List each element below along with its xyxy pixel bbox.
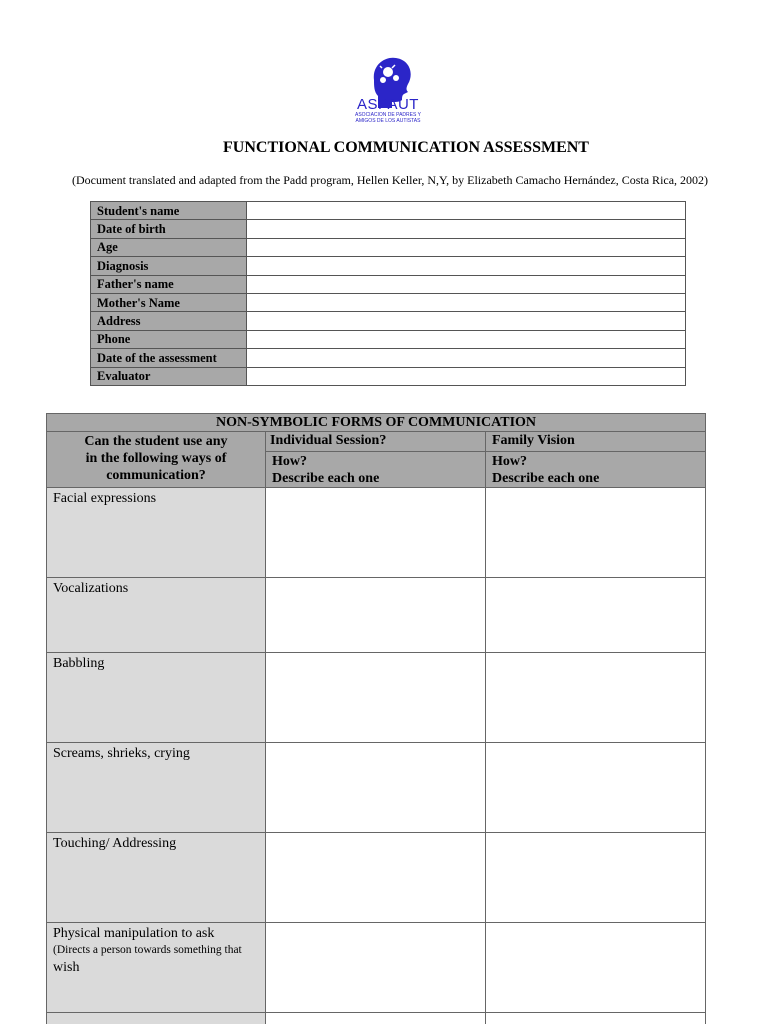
field-label: Diagnosis — [91, 257, 247, 275]
question-line: Can the student use any — [84, 434, 228, 449]
family-vision-header: Family Vision — [486, 432, 706, 452]
info-row — [91, 293, 686, 311]
row-label: Physical manipulation to ask — [53, 926, 215, 941]
field-value[interactable] — [247, 330, 686, 348]
table-header-row — [47, 432, 706, 452]
field-label: Date of birth — [91, 220, 247, 238]
info-row — [91, 257, 686, 275]
field-value[interactable] — [247, 257, 686, 275]
row-label-cell — [47, 1013, 266, 1024]
field-label: Phone — [91, 330, 247, 348]
row-label: Touching/ Addressing — [47, 833, 266, 923]
family-cell[interactable] — [486, 578, 706, 653]
question-line: communication? — [106, 468, 206, 483]
info-row — [91, 367, 686, 385]
individual-cell[interactable] — [266, 578, 486, 653]
individual-cell[interactable] — [266, 488, 486, 578]
family-cell[interactable] — [486, 488, 706, 578]
field-value[interactable] — [247, 312, 686, 330]
family-cell[interactable] — [486, 743, 706, 833]
how-label: How? — [492, 454, 527, 469]
row-label: Babbling — [47, 653, 266, 743]
row-label: Facial expressions — [47, 488, 266, 578]
table-row — [47, 833, 706, 923]
field-label: Date of the assessment — [91, 349, 247, 367]
info-row — [91, 349, 686, 367]
field-value[interactable] — [247, 293, 686, 311]
describe-label: Describe each one — [272, 471, 380, 486]
student-info-table — [90, 201, 686, 386]
individual-cell[interactable] — [266, 743, 486, 833]
field-value[interactable] — [247, 275, 686, 293]
question-header — [47, 432, 266, 488]
table-row — [47, 923, 706, 1013]
how-header — [266, 452, 486, 488]
table-row — [47, 578, 706, 653]
table-row — [47, 653, 706, 743]
field-value[interactable] — [247, 220, 686, 238]
family-cell[interactable] — [486, 833, 706, 923]
row-label: Vocalizations — [47, 578, 266, 653]
info-row — [91, 220, 686, 238]
field-label: Age — [91, 238, 247, 256]
communication-table — [46, 413, 706, 1024]
info-row — [91, 202, 686, 220]
table-title: NON-SYMBOLIC FORMS OF COMMUNICATION — [47, 414, 706, 432]
field-label: Evaluator — [91, 367, 247, 385]
how-label: How? — [272, 454, 307, 469]
field-label: Father's name — [91, 275, 247, 293]
info-row — [91, 238, 686, 256]
individual-cell[interactable] — [266, 833, 486, 923]
logo-subtitle: ASOCIACION DE PADRES Y AMIGOS DE LOS AUTISTAS — [355, 112, 421, 124]
table-row — [47, 743, 706, 833]
field-value[interactable] — [247, 202, 686, 220]
family-cell[interactable] — [486, 923, 706, 1013]
field-label: Student's name — [91, 202, 247, 220]
how-header — [486, 452, 706, 488]
field-value[interactable] — [247, 367, 686, 385]
info-row — [91, 330, 686, 348]
document-subtitle: (Document translated and adapted from the Padd program, Hellen Keller, N,Y, by Elizabeth Camacho Hernández, Costa Rica, 2002) — [71, 173, 709, 187]
field-label: Mother's Name — [91, 293, 247, 311]
table-row — [47, 1013, 706, 1024]
row-label-cell — [47, 923, 266, 1013]
describe-label: Describe each one — [492, 471, 600, 486]
field-value[interactable] — [247, 349, 686, 367]
table-title-row — [47, 414, 706, 432]
individual-cell[interactable] — [266, 1013, 486, 1024]
row-label: Screams, shrieks, crying — [47, 743, 266, 833]
info-row — [91, 312, 686, 330]
individual-session-header: Individual Session? — [266, 432, 486, 452]
info-row — [91, 275, 686, 293]
row-note: (Directs a person towards something that — [53, 944, 242, 956]
individual-cell[interactable] — [266, 653, 486, 743]
family-cell[interactable] — [486, 653, 706, 743]
question-line: in the following ways of — [85, 451, 227, 466]
document-title: FUNCTIONAL COMMUNICATION ASSESSMENT — [223, 139, 589, 156]
family-cell[interactable] — [486, 1013, 706, 1024]
field-value[interactable] — [247, 238, 686, 256]
field-label: Address — [91, 312, 247, 330]
table-row — [47, 488, 706, 578]
logo-name: ASPAUT — [357, 96, 419, 113]
individual-cell[interactable] — [266, 923, 486, 1013]
row-note: wish — [53, 960, 80, 975]
